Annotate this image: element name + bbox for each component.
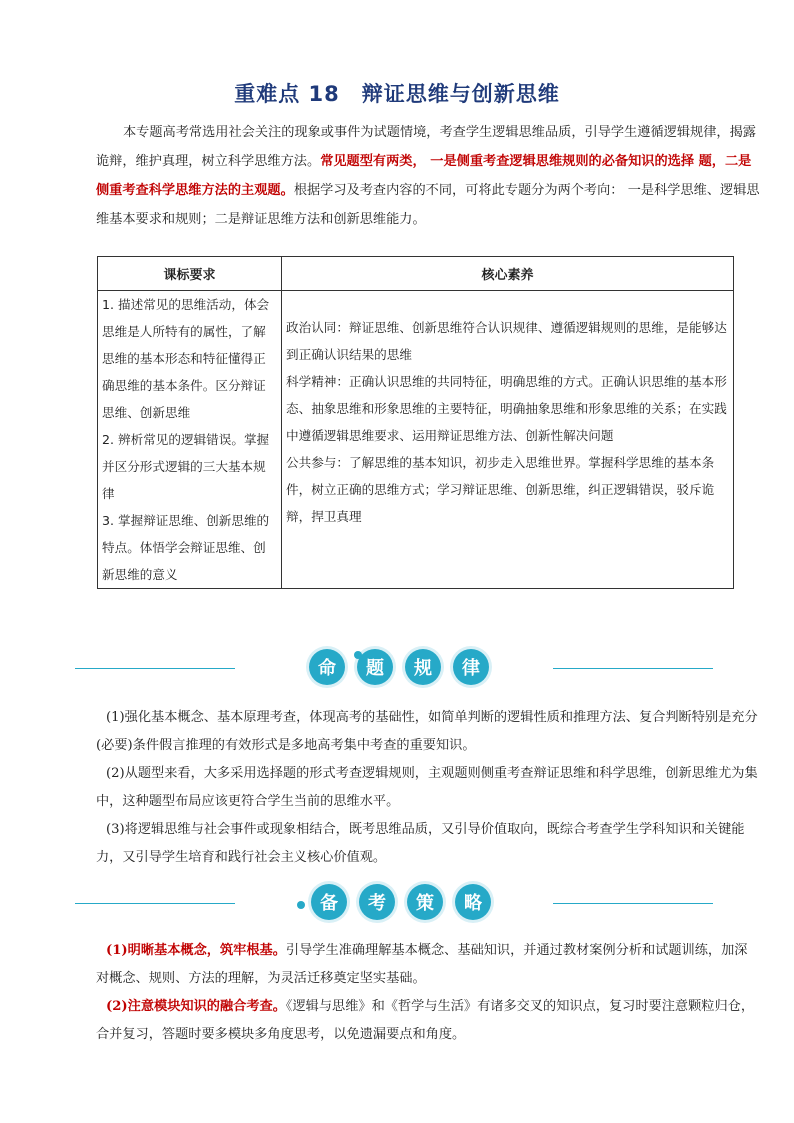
- divider-line: [553, 668, 713, 669]
- decorative-dot: [297, 901, 305, 909]
- banner-char: 规: [405, 649, 441, 685]
- banner-heading: [311, 880, 491, 926]
- requirement-item: 2. 辨析常见的逻辑错误。掌握并区分形式逻辑的三大基本规律: [102, 432, 270, 501]
- intro-text-2: 根据学习及考查内容的不同，可将此专题分为两个考向： 一是科学思维、逻辑思维基本要求和规则；二是辩证思维方法和创新思维能力。: [96, 183, 760, 227]
- rule-item: (2)从题型来看，大多采用选择题的形式考查逻辑规则，主观题则侧重考查辩证思维和科学思维，创新思维尤为集中，这种题型布局应该更符合学生当前的思维水平。: [96, 766, 758, 809]
- requirement-item: 1. 描述常见的思维活动，体会思维是人所特有的属性，了解思维的基本形态和特征懂得正确思维的基本条件。区分辩证思维、创新思维: [102, 297, 270, 420]
- literacy-item: 政治认同：辩证思维、创新思维符合认识规律、遵循逻辑规则的思维，是能够达到正确认识结果的思维: [286, 320, 727, 362]
- strategy-item: [96, 993, 760, 1049]
- strategy-text: 《逻辑与思维》和《哲学与生活》有诸多交叉的知识点，复习时要注意颗粒归仓，合并复习，答题时要多模块多角度思考，以免遗漏要点和角度。: [96, 999, 755, 1042]
- strategy-item: [96, 937, 760, 993]
- section-banner-rules: [0, 645, 794, 691]
- divider-line: [75, 668, 235, 669]
- rule-item: (3)将逻辑思维与社会事件或现象相结合，既考思维品质，又引导价值取向，既综合考查学生学科知识和关键能力，又引导学生培育和践行社会主义核心价值观。: [96, 822, 745, 865]
- intro-paragraph: [96, 118, 760, 234]
- intro-text-1: 本专题高考常选用社会关注的现象或事件为试题情境，考查学生逻辑思维品质，引导学生遵循逻辑规律，揭露诡辩，维护真理，树立科学思维方法。: [96, 125, 756, 169]
- requirement-item: 3. 掌握辩证思维、创新思维的特点。体悟学会辩证思维、创新思维的意义: [102, 513, 270, 582]
- banner-char: 律: [453, 649, 489, 685]
- banner-char: 题: [357, 649, 393, 685]
- banner-char: 考: [359, 884, 395, 920]
- curriculum-requirements-cell: [98, 291, 282, 589]
- header-literacy: 核心素养: [282, 257, 734, 291]
- strategy-lead: (2)注意模块知识的融合考查。: [106, 999, 286, 1014]
- header-curriculum: 课标要求: [98, 257, 282, 291]
- banner-char: 策: [407, 884, 443, 920]
- literacy-item: 科学精神：正确认识思维的共同特征，明确思维的方式。正确认识思维的基本形态、抽象思维和形象思维的主要特征，明确抽象思维和形象思维的关系；在实践中遵循逻辑思维要求、运用辩证思维方法、创新性解决问题: [286, 374, 727, 443]
- decorative-dot: [354, 651, 362, 659]
- divider-line: [553, 903, 713, 904]
- strategy-text: 引导学生准确理解基本概念、基础知识，并通过教材案例分析和试题训练，加深对概念、规则、方法的理解，为灵活迁移奠定坚实基础。: [96, 943, 748, 986]
- strategy-lead: (1)明晰基本概念，筑牢根基。: [106, 943, 286, 958]
- banner-char: 命: [309, 649, 345, 685]
- curriculum-table: [97, 256, 734, 589]
- divider-line: [75, 903, 235, 904]
- banner-char: 备: [311, 884, 347, 920]
- section-banner-strategy: [0, 880, 794, 926]
- rule-item: (1)强化基本概念、基本原理考查，体现高考的基础性，如简单判断的逻辑性质和推理方法、复合判断特别是充分(必要)条件假言推理的有效形式是多地高考集中考查的重要知识。: [96, 710, 758, 753]
- core-literacy-cell: [282, 291, 734, 589]
- banner-char: 略: [455, 884, 491, 920]
- banner-heading: [309, 645, 489, 691]
- page-title: 重难点 18 辩证思维与创新思维: [234, 82, 560, 106]
- intro-emphasis: 常见题型有两类， 一是侧重考查逻辑思维规则的必备知识的选择 题，二是侧重考查科学思维方法的主观题。: [96, 154, 752, 198]
- literacy-item: 公共参与：了解思维的基本知识，初步走入思维世界。掌握科学思维的基本条件，树立正确的思维方式；学习辩证思维、创新思维，纠正逻辑错误，驳斥诡辩，捍卫真理: [286, 455, 715, 524]
